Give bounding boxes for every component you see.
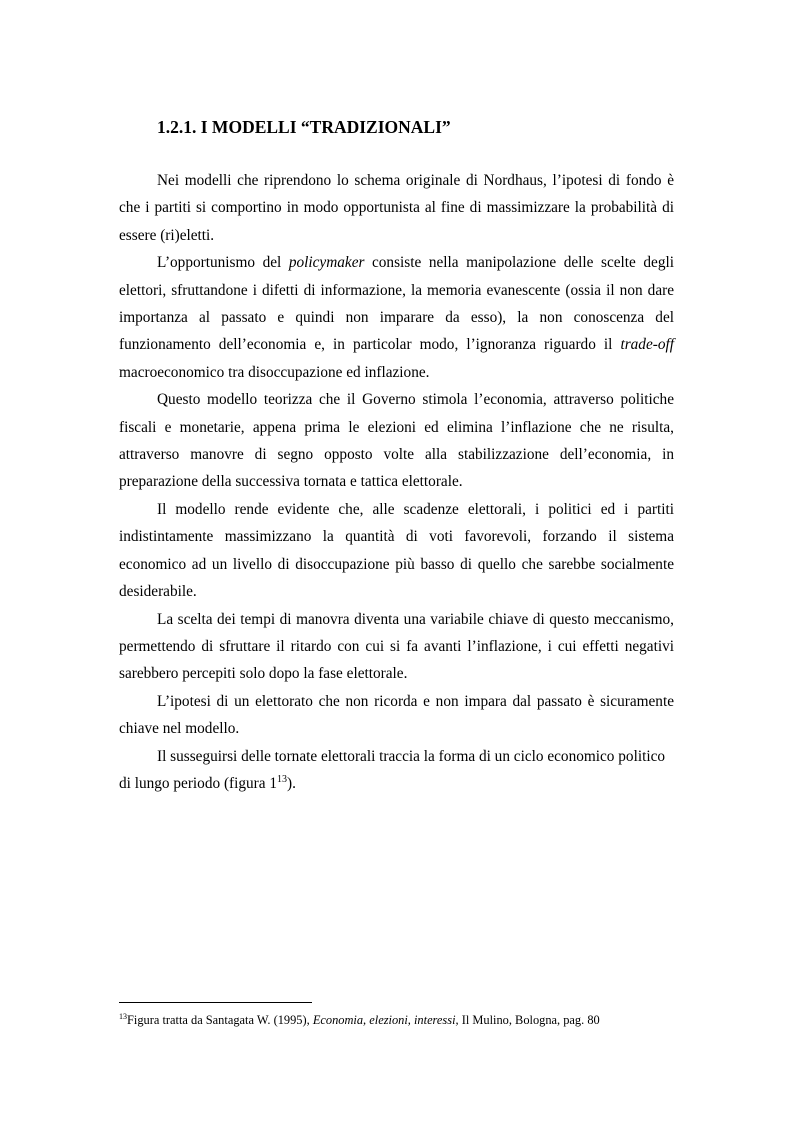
- paragraph-2-emphasis-policymaker: policymaker: [288, 254, 365, 272]
- footnote-divider: [119, 1002, 312, 1003]
- footnote-text-a: Figura tratta da Santagata W. (1995),: [127, 1013, 313, 1027]
- paragraph-7-text-a: Il susseguirsi delle tornate elettorali traccia la forma di un ciclo economico politico di lungo periodo (figura 1: [119, 747, 666, 792]
- paragraph-2: [119, 249, 674, 386]
- paragraph-2-text-b: consiste nella manipolazione delle scelte degli elettori, sfruttandone i difetti di informazione, la memoria evanescente (ossia il non dare importanza al passato e quindi non imparare da esso), la non conoscenza del funzionamento dell’economia e, in particolar modo, l’ignoranza riguardo il: [119, 254, 674, 354]
- paragraph-5: La scelta dei tempi di manovra diventa una variabile chiave di questo meccanismo, permettendo di sfruttare il ritardo con cui si fa avanti l’inflazione, i cui effetti negativi sarebbero percepiti solo dopo la fase elettorale.: [119, 610, 674, 683]
- paragraph-1: Nei modelli che riprendono lo schema originale di Nordhaus, l’ipotesi di fondo è che i partiti si comportino in modo opportunista al fine di massimizzare la probabilità di essere (ri)eletti.: [119, 172, 674, 244]
- section-heading: 1.2.1. I MODELLI “TRADIZIONALI”: [157, 117, 451, 137]
- body-text: [119, 167, 674, 797]
- paragraph-2-text-c: macroeconomico tra disoccupazione ed inflazione.: [119, 363, 430, 381]
- paragraph-4: Il modello rende evidente che, alle scadenze elettorali, i politici ed i partiti indistintamente massimizzano la quantità di voti favorevoli, forzando il sistema economico ad un livello di disoccupazione più basso di quello che sarebbe socialmente desiderabile.: [119, 500, 674, 601]
- footnote-reference: 13: [277, 773, 288, 785]
- footnote: [119, 1011, 679, 1029]
- footnote-number: 13: [119, 1011, 127, 1021]
- paragraph-7-text-b: ).: [287, 774, 296, 792]
- paragraph-7: [119, 743, 674, 798]
- footnote-book-title: Economia, elezioni, interessi,: [312, 1013, 459, 1027]
- paragraph-6: L’ipotesi di un elettorato che non ricorda e non impara dal passato è sicuramente chiave nel modello.: [119, 692, 674, 738]
- paragraph-2-emphasis-trade-off: trade-off: [620, 336, 674, 354]
- paragraph-3: Questo modello teorizza che il Governo stimola l’economia, attraverso politiche fiscali e monetarie, appena prima le elezioni ed elimina l’inflazione che ne risulta, attraverso manovre di segno opposto volte alla stabilizzazione dell’economia, in preparazione della successiva tornata e tattica elettorale.: [119, 391, 674, 491]
- paragraph-2-text-a: L’opportunismo del: [157, 254, 289, 272]
- footnote-text-b: Il Mulino, Bologna, pag. 80: [458, 1013, 600, 1027]
